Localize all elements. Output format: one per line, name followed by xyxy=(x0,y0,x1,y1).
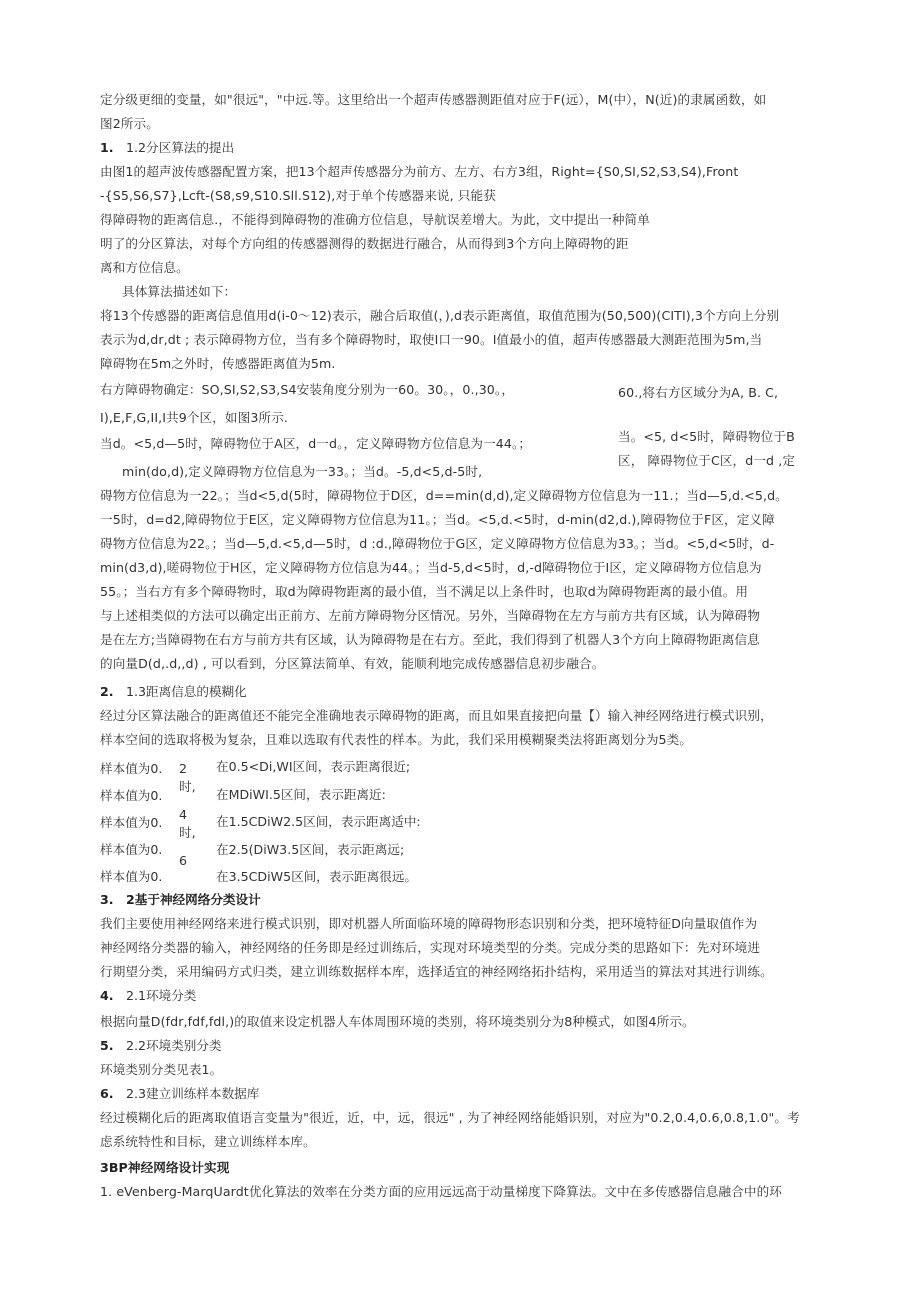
text-line: 定分级更细的变量，如"很远"，"中远.等。这里给出一个超声传感器测距值对应于F(远），M(中），N(近)的隶属函数，如 xyxy=(100,92,767,107)
text-line-right: 当。<5, d<5时，障碍物位于B xyxy=(618,429,795,444)
text-line: 我们主要使用神经网络来进行模式识别，即对机器人所面临环境的障碍物形态识别和分类，把环境特征D向量取值作为 xyxy=(100,916,758,931)
section-heading xyxy=(100,987,196,1005)
text-line: 一5时，d=d2,障碍物位于E区，定义障碍物方位信息为11。；当d。<5,d.<5时，d-min(d2,d.),障碍物位于F区，定义障 xyxy=(100,512,775,527)
sample-label: 样本值为0. xyxy=(100,842,163,857)
heading-text: 2.1环境分类 xyxy=(126,988,197,1003)
text-line: 碍物方位信息为22。；当d—5,d.<5,d—5时，d :d.,障碍物位于G区，定义障碍物方位信息为33。；当d。<5,d<5时，d- xyxy=(100,536,775,551)
heading-number: 2. xyxy=(100,684,114,699)
text-line: I),E,F,G,II,I共9个区，如图3所示. xyxy=(100,410,288,425)
sample-value: 时, xyxy=(179,779,196,794)
sample-label: 样本值为0. xyxy=(100,761,163,776)
heading-text: 2.3建立训练样本数据库 xyxy=(126,1086,260,1101)
text-line: 是在左方;当障碍物在右方与前方共有区域，认为障碍物是在右方。至此，我们得到了机器人3个方向上障碍物距离信息 xyxy=(100,632,760,647)
text-line: min(do,d),定义障碍物方位信息为一33。；当d。-5,d<5,d-5时, xyxy=(122,464,483,479)
text-line: 具体算法描述如下： xyxy=(122,284,237,299)
text-line: 右方障碍物确定：SO,SI,S2,S3,S4安装角度分别为一60。30。，0.,30。， xyxy=(100,382,515,397)
text-line: 碍物方位信息为一22。；当d<5,d(5时，障碍物位于D区，d==min(d,d),定义障碍物方位信息为一11.；当d—5,d.<5,d。 xyxy=(100,488,788,503)
text-line: 行期望分类，采用编码方式归类，建立训练数据样本库，选择适宜的神经网络拓扑结构，采用适当的算法对其进行训练。 xyxy=(100,964,773,979)
text-line: 将13个传感器的距离信息值用d(i-0〜12)表示，融合后取值(，),d表示距离值，取值范围为(50,500)(CITI),3个方向上分别 xyxy=(100,308,780,323)
section-title: 3BP神经网络设计实现 xyxy=(100,1160,230,1175)
sample-value: 2 xyxy=(179,761,188,776)
text-line: 障碍物在5m之外时，传感器距离值为5m. xyxy=(100,356,336,371)
text-line: 的向量D(d,.d,,d) , 可以看到，分区算法简单、有效，能顺利地完成传感器信息初步融合。 xyxy=(100,656,605,671)
text-line: 离和方位信息。 xyxy=(100,260,189,275)
text-line-right: 区， 障碍物位于C区，d一d ,定 xyxy=(618,453,796,468)
sample-range: 在2.5(DiW3.5区间，表示距离远; xyxy=(216,842,405,857)
text-line: 环境类别分类见表1。 xyxy=(100,1062,223,1077)
heading-text: 1.3距离信息的模糊化 xyxy=(126,684,247,699)
text-line: 图2所示。 xyxy=(100,116,159,131)
sample-value: 4 xyxy=(179,807,188,822)
text-line-right: 60.,将右方区域分为A, B. C, xyxy=(618,385,779,400)
heading-number: 1. xyxy=(100,140,114,155)
sample-value-list xyxy=(100,758,920,884)
text-line: 明了的分区算法，对每个方向组的传感器测得的数据进行融合，从而得到3个方向上障碍物的距 xyxy=(100,236,629,251)
text-line: 根据向量D(fdr,fdf,fdl,)的取值来设定机器人车体周围环境的类别，将环境类别分为8种模式，如图4所示。 xyxy=(100,1014,695,1029)
text-line: 神经网络分类器的输入，神经网络的任务即是经过训练后，实现对环境类型的分类。完成分类的思路如下：先对环境进 xyxy=(100,940,761,955)
sample-range: 在3.5CDiW5区间，表示距离很远。 xyxy=(216,869,418,884)
sample-range: 在1.5CDiW2.5区间，表示距离适中: xyxy=(216,814,421,829)
text-line: -{S5,S6,S7},Lcft-(S8,s9,S10.Sll.S12),对于单个传感器来说, 只能获 xyxy=(100,188,496,203)
sample-label: 样本值为0. xyxy=(100,869,163,884)
sample-label: 样本值为0. xyxy=(100,788,163,803)
heading-number: 4. xyxy=(100,988,114,1003)
text-line: 当d。<5,d—5时，障碍物位于A区，d一d。，定义障碍物方位信息为一44。； xyxy=(100,436,532,451)
sample-range: 在0.5<Di,WI区间，表示距离很近; xyxy=(216,759,411,774)
heading-text: 2.2环境类别分类 xyxy=(126,1038,222,1053)
text-line: 虑系统特性和目标，建立训练样本库。 xyxy=(100,1134,316,1149)
section-heading xyxy=(100,683,247,701)
sample-value: 时, xyxy=(179,825,196,840)
text-line: min(d3,d),嗟碍物位于H区，定义障碍物方位信息为44。；当d-5,d<5时，d,-d障碍物位于I区，定义障碍物方位信息为 xyxy=(100,560,762,575)
text-line: 1. eVenberg-MarqUardt优化算法的效率在分类方面的应用远远高于动量梯度下降算法。文中在多传感器信息融合中的环 xyxy=(100,1184,782,1199)
sample-range: 在MDiWI.5区间，表示距离近: xyxy=(216,787,386,802)
section-heading xyxy=(100,891,261,909)
text-line: 样本空间的选取将极为复杂，且难以选取有代表性的样本。为此，我们采用模糊聚类法将距离划分为5类。 xyxy=(100,732,693,747)
text-line: 经过模糊化后的距离取值语言变量为"很近，近，中，远，很远" , 为了神经网络能婚识别，对应为"0.2,0.4,0.6,0.8,1.0"。考 xyxy=(100,1110,800,1125)
text-line: 得障碍物的距离信息.，不能得到障碍物的准确方位信息，导航误差增大。为此，文中提出一种简单 xyxy=(100,212,650,227)
section-heading xyxy=(100,1037,222,1055)
heading-number: 6. xyxy=(100,1086,114,1101)
heading-text: 2基于神经网络分类设计 xyxy=(126,892,261,907)
sample-label: 样本值为0. xyxy=(100,815,163,830)
text-line: 55。；当右方有多个障碍物时，取d为障碍物距离的最小值，当不满足以上条件时，也取d为障碍物距离的最小值。用 xyxy=(100,584,749,599)
heading-text: 1.2分区算法的提出 xyxy=(126,140,235,155)
sample-value: 6 xyxy=(179,853,188,868)
text-line: 经过分区算法融合的距离值还不能完全准确地表示障碍物的距离，而且如果直接把向量【）输入神经网络进行模式识别， xyxy=(100,708,773,723)
text-line: 与上述相类似的方法可以确定出正前方、左前方障碍物分区情况。另外，当障碍物在左方与前方共有区域，认为障碍物 xyxy=(100,608,761,623)
heading-number: 5. xyxy=(100,1038,114,1053)
text-line: 表示为d,dr,dt ; 表示障碍物方位，当有多个障碍物时，取使I口一90。I值最小的值，超声传感器最大测距范围为5m,当 xyxy=(100,332,763,347)
text-line: 由图1的超声波传感器配置方案，把13个超声传感器分为前方、左方、右方3组，Right={S0,SI,S2,S3,S4),Front xyxy=(100,164,739,179)
section-heading xyxy=(100,1085,259,1103)
section-heading xyxy=(100,139,234,157)
heading-number: 3. xyxy=(100,892,114,907)
